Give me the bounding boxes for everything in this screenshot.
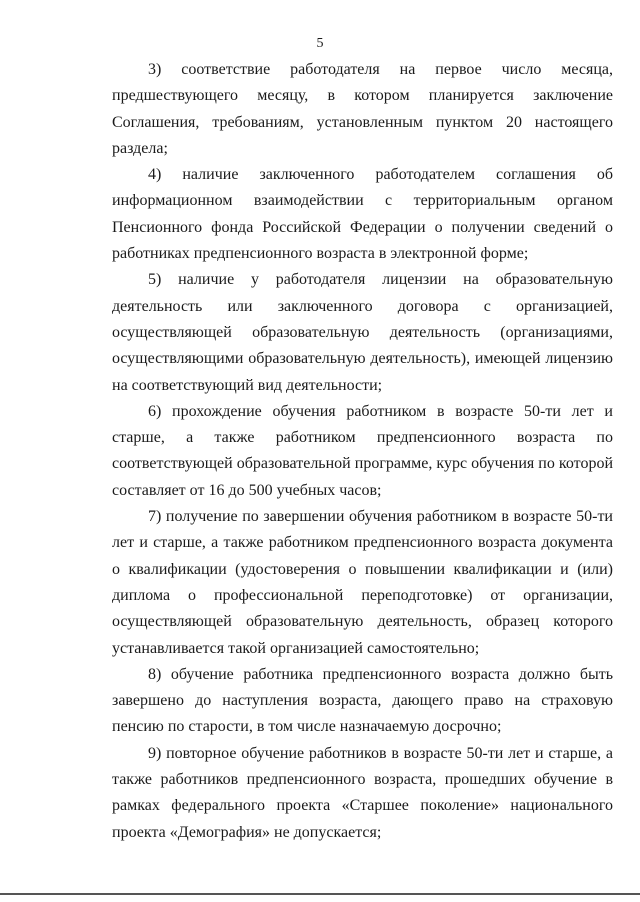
list-item-6: 6) прохождение обучения работником в возрасте 50-ти лет и старше, а также работником предпенсионного возраста по соответствующей образовательной программе, курс обучения по которой составляет от 16 до 500 учебных часов; bbox=[112, 402, 613, 499]
page-bottom-rule bbox=[0, 893, 640, 895]
page-number: 5 bbox=[316, 36, 324, 51]
list-item-4: 4) наличие заключенного работодателем соглашения об информационном взаимодействии с территориальным органом Пенсионного фонда Российской Федерации о получении сведений о работниках предпенсионного возраста в электронной форме; bbox=[112, 166, 613, 263]
list-item-9: 9) повторное обучение работников в возрасте 50-ти лет и старше, а также работников предпенсионного возраста, прошедших обучение в рамках федерального проекта «Старшее поколение» национального проекта «Демография» не допускается; bbox=[112, 744, 613, 841]
document-body bbox=[112, 57, 613, 846]
list-item-8: 8) обучение работника предпенсионного возраста должно быть завершено до наступления возраста, дающего право на страховую пенсию по старости, в том числе назначаемую досрочно; bbox=[112, 665, 613, 736]
list-item-7: 7) получение по завершении обучения работником в возрасте 50-ти лет и старше, а также работником предпенсионного возраста документа о квалификации (удостоверения о повышении квалификации и (или) диплома о профессиональной переподготовке) от организации, осуществляющей образовательную деятельность, образец которого устанавливается такой организацией самостоятельно; bbox=[112, 508, 613, 657]
list-item-3: 3) соответствие работодателя на первое число месяца, предшествующего месяцу, в котором планируется заключение Соглашения, требованиям, установленным пунктом 20 настоящего раздела; bbox=[112, 61, 613, 157]
list-item-5: 5) наличие у работодателя лицензии на образовательную деятельность или заключенного договора с организацией, осуществляющей образовательную деятельность (организациями, осуществляющими образовательную деятельность), имеющей лицензию на соответствующий вид деятельности; bbox=[112, 271, 613, 394]
